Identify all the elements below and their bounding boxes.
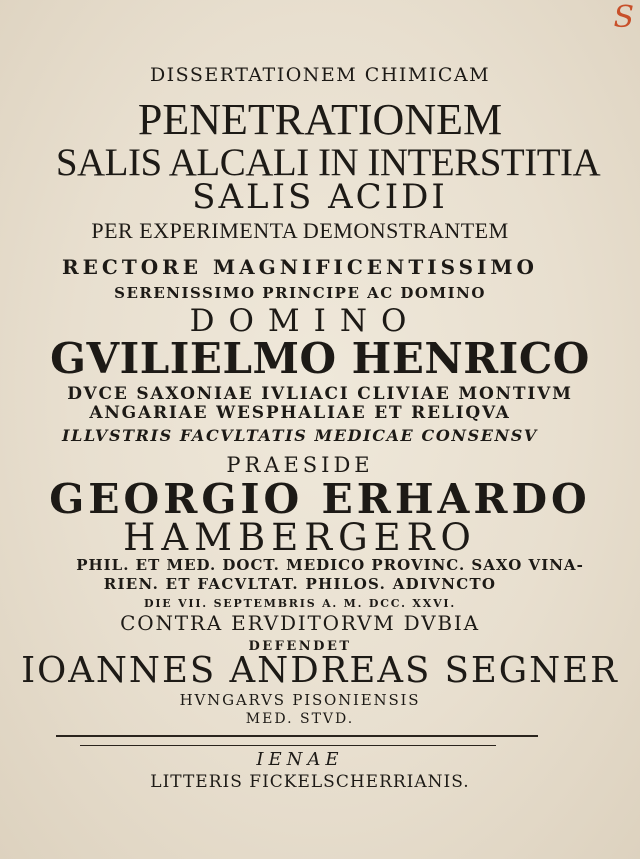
rector-name: GVILIELMO HENRICO: [50, 334, 590, 383]
title-line-4: PER EXPERIMENTA DEMONSTRANTEM: [91, 218, 509, 243]
rector-duchies-2: ANGARIAE WESPHALIAE ET RELIQVA: [89, 403, 511, 423]
praeses-titles-2: RIEN. ET FACVLTAT. PHILOS. ADIVNCTO: [103, 575, 497, 593]
respondent-origin: HVNGARVS PISONIENSIS: [179, 691, 421, 709]
divider-rule: [56, 735, 538, 737]
imprint-printer: LITTERIS FICKELSCHERRIANIS.: [150, 772, 470, 792]
imprint-place: IENAE: [256, 749, 344, 770]
heading-dissertation: DISSERTATIONEM CHIMICAM: [149, 64, 491, 86]
title-main: PENETRATIONEM: [137, 95, 503, 144]
title-line-3: SALIS ACIDI: [192, 177, 448, 217]
rector-title: SERENISSIMO PRINCIPE AC DOMINO: [114, 284, 486, 302]
title-line-2: SALIS ALCALI IN INTERSTITIA: [55, 141, 601, 184]
defendet-label: DEFENDET: [248, 639, 352, 654]
praeses-titles: PHIL. ET MED. DOCT. MEDICO PROVINC. SAXO VINA-: [76, 556, 584, 574]
praeside-label: PRAESIDE: [226, 453, 374, 477]
defense-date: DIE VII. SEPTEMBRIS A. M. DCC. XXVI.: [143, 597, 456, 610]
rector-duchies: DVCE SAXONIAE IVLIACI CLIVIAE MONTIVM: [67, 384, 573, 404]
rector-heading: RECTORE MAGNIFICENTISSIMO: [62, 255, 538, 279]
praeses-first-name: GEORGIO ERHARDO: [49, 475, 591, 523]
divider-rule-thin: [80, 745, 496, 746]
respondent-name: IOANNES ANDREAS SEGNER: [21, 650, 619, 691]
praeses-surname: HAMBERGERO: [123, 516, 477, 559]
handwritten-mark: S: [613, 0, 634, 35]
respondent-status: MED. STVD.: [245, 711, 355, 727]
contra-line: CONTRA ERVDITORVM DVBIA: [120, 611, 480, 635]
rector-domino: DOMINO: [189, 303, 421, 339]
faculty-consent: ILLVSTRIS FACVLTATIS MEDICAE CONSENSV: [62, 426, 538, 445]
